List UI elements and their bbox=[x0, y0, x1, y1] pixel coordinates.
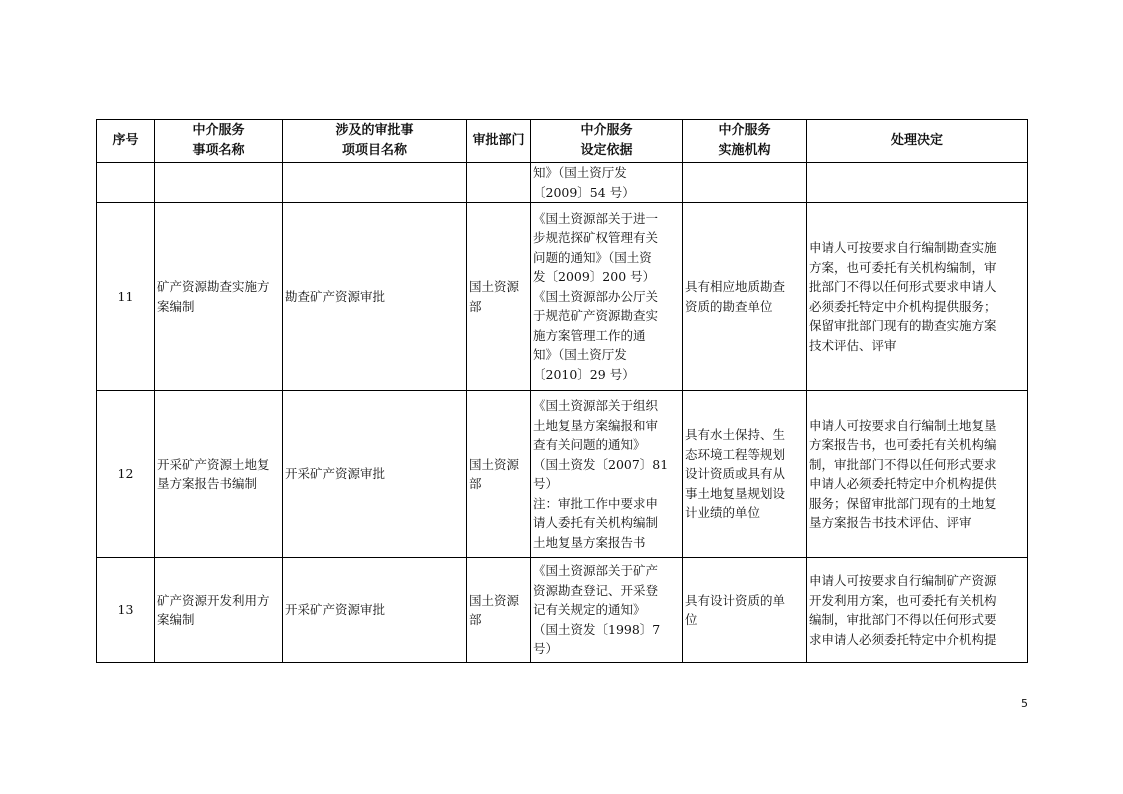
table-row bbox=[97, 558, 1028, 663]
cell-line: 申请人可按要求自行编制勘查实施 bbox=[809, 240, 997, 255]
header-line: 涉及的审批事 bbox=[335, 123, 414, 138]
header-line: 中介服务 bbox=[192, 123, 245, 138]
cell-name bbox=[155, 163, 283, 203]
page-number: 5 bbox=[1021, 697, 1028, 710]
table-row bbox=[97, 163, 1028, 203]
header-line: 审批部门 bbox=[472, 133, 525, 148]
header-basis bbox=[531, 120, 683, 163]
cell-line: 垦方案报告书技术评估、评审 bbox=[809, 515, 972, 530]
cell-department bbox=[467, 163, 531, 203]
cell-line: 具有相应地质勘查 bbox=[685, 279, 786, 294]
cell-line: 求申请人必须委托特定中介机构提 bbox=[809, 631, 997, 647]
cell-line: 制，审批部门不得以任何形式要求 bbox=[809, 456, 997, 472]
cell-line: 〔2010〕29 号） bbox=[533, 366, 635, 382]
cell-line: 技术评估、评审 bbox=[809, 337, 897, 353]
cell-line: 保留审批部门现有的勘查实施方案 bbox=[809, 318, 997, 333]
cell-line: 记有关规定的通知》 bbox=[533, 602, 646, 618]
cell-department bbox=[467, 391, 531, 558]
cell-line: 批部门不得以任何形式要求申请人 bbox=[809, 279, 997, 294]
cell-line: 步规范探矿权管理有关 bbox=[533, 230, 659, 246]
header-seq bbox=[97, 120, 155, 163]
cell-line: 于规范矿产资源勘查实 bbox=[533, 308, 659, 324]
cell-line: 号） bbox=[533, 476, 559, 491]
cell-line: 勘查矿产资源审批 bbox=[285, 288, 386, 304]
cell-line: 《国土资源部关于矿产 bbox=[533, 563, 659, 579]
header-agency bbox=[683, 120, 807, 163]
cell-seq: 12 bbox=[97, 391, 155, 558]
cell-agency bbox=[683, 203, 807, 391]
cell-line: 施方案管理工作的通 bbox=[533, 327, 646, 343]
cell-line: 设计资质或具有从 bbox=[685, 466, 786, 482]
table-row bbox=[97, 203, 1028, 391]
cell-agency bbox=[683, 391, 807, 558]
cell-line: 《国土资源部关于进一 bbox=[533, 210, 659, 226]
header-name bbox=[155, 120, 283, 163]
cell-line: （国土资发〔2007〕81 bbox=[533, 456, 669, 472]
header-line: 序号 bbox=[112, 133, 139, 148]
cell-line: （国土资发〔1998〕7 bbox=[533, 621, 661, 637]
cell-line: 申请人必须委托特定中介机构提供 bbox=[809, 476, 997, 491]
cell-seq: 11 bbox=[97, 203, 155, 391]
cell-line: 开采矿产资源审批 bbox=[285, 466, 386, 482]
cell-line: 垦方案报告书编制 bbox=[157, 476, 258, 491]
cell-line: 号） bbox=[533, 641, 559, 657]
cell-line: 资质的勘查单位 bbox=[685, 298, 773, 314]
cell-line: 矿产资源勘查实施方 bbox=[157, 279, 270, 294]
cell-seq: 13 bbox=[97, 558, 155, 663]
cell-line: 国土资源 bbox=[469, 592, 520, 608]
cell-line: 申请人可按要求自行编制矿产资源 bbox=[809, 573, 997, 588]
cell-line: 注：审批工作中要求申 bbox=[533, 495, 659, 511]
cell-decision bbox=[807, 558, 1028, 663]
cell-line: 部 bbox=[469, 612, 482, 627]
cell-approval-item bbox=[283, 391, 467, 558]
cell-line: 具有水土保持、生 bbox=[685, 427, 786, 443]
cell-line: 国土资源 bbox=[469, 456, 520, 472]
cell-line: 计业绩的单位 bbox=[685, 505, 761, 521]
cell-basis bbox=[531, 558, 683, 663]
header-line: 处理决定 bbox=[890, 133, 943, 148]
cell-approval-item bbox=[283, 558, 467, 663]
cell-name bbox=[155, 558, 283, 663]
cell-line: 问题的通知》（国土资 bbox=[533, 249, 652, 265]
cell-department bbox=[467, 203, 531, 391]
table-row bbox=[97, 391, 1028, 558]
cell-line: 土地复垦方案报告书 bbox=[533, 534, 646, 550]
header-approval-item bbox=[283, 120, 467, 163]
cell-basis bbox=[531, 163, 683, 203]
cell-line: 《国土资源部办公厅关 bbox=[533, 288, 659, 304]
cell-line: 必须委托特定中介机构提供服务； bbox=[809, 298, 997, 314]
header-line: 中介服务 bbox=[718, 123, 771, 138]
cell-line: 查有关问题的通知》 bbox=[533, 437, 646, 452]
cell-line: 态环境工程等规划 bbox=[685, 446, 786, 462]
header-line: 设定依据 bbox=[580, 143, 633, 158]
cell-basis bbox=[531, 203, 683, 391]
cell-line: 部 bbox=[469, 298, 482, 314]
cell-agency bbox=[683, 558, 807, 663]
header-line: 项项目名称 bbox=[341, 143, 407, 158]
cell-line: 请人委托有关机构编制 bbox=[533, 515, 659, 530]
cell-line: 事土地复垦规划设 bbox=[685, 485, 786, 501]
cell-line: 开发利用方案，也可委托有关机构 bbox=[809, 592, 997, 608]
cell-line: 具有设计资质的单 bbox=[685, 592, 786, 608]
cell-line: 矿产资源开发利用方 bbox=[157, 592, 270, 608]
cell-approval-item bbox=[283, 163, 467, 203]
cell-line: 〔2009〕54 号） bbox=[533, 184, 635, 200]
cell-line: 申请人可按要求自行编制土地复垦 bbox=[809, 417, 997, 433]
cell-decision bbox=[807, 203, 1028, 391]
cell-line: 部 bbox=[469, 476, 482, 491]
cell-line: 编制，审批部门不得以任何形式要 bbox=[809, 612, 997, 627]
cell-line: 方案，也可委托有关机构编制，审 bbox=[809, 259, 997, 275]
cell-agency bbox=[683, 163, 807, 203]
cell-line: 方案报告书，也可委托有关机构编 bbox=[809, 437, 997, 452]
cell-name bbox=[155, 203, 283, 391]
header-line: 中介服务 bbox=[580, 123, 633, 138]
cell-line: 《国土资源部关于组织 bbox=[533, 398, 659, 413]
header-row bbox=[97, 120, 1028, 163]
cell-line: 发〔2009〕200 号） bbox=[533, 269, 656, 285]
cell-line: 开采矿产资源审批 bbox=[285, 602, 386, 618]
cell-line: 服务；保留审批部门现有的土地复 bbox=[809, 495, 997, 511]
cell-line: 开采矿产资源土地复 bbox=[157, 456, 270, 472]
cell-line: 土地复垦方案编报和审 bbox=[533, 417, 659, 433]
cell-line: 知》（国土资厅发 bbox=[533, 165, 627, 180]
header-department bbox=[467, 120, 531, 163]
cell-line: 国土资源 bbox=[469, 279, 520, 294]
cell-decision bbox=[807, 391, 1028, 558]
cell-line: 案编制 bbox=[157, 298, 195, 314]
intermediary-services-table bbox=[96, 119, 1028, 663]
cell-line: 位 bbox=[685, 612, 698, 627]
cell-basis bbox=[531, 391, 683, 558]
header-decision bbox=[807, 120, 1028, 163]
cell-seq bbox=[97, 163, 155, 203]
cell-line: 案编制 bbox=[157, 612, 195, 627]
cell-approval-item bbox=[283, 203, 467, 391]
cell-department bbox=[467, 558, 531, 663]
cell-decision bbox=[807, 163, 1028, 203]
cell-line: 资源勘查登记、开采登 bbox=[533, 582, 659, 598]
cell-name bbox=[155, 391, 283, 558]
cell-line: 知》（国土资厅发 bbox=[533, 347, 627, 363]
header-line: 事项名称 bbox=[192, 143, 245, 158]
header-line: 实施机构 bbox=[718, 143, 771, 158]
